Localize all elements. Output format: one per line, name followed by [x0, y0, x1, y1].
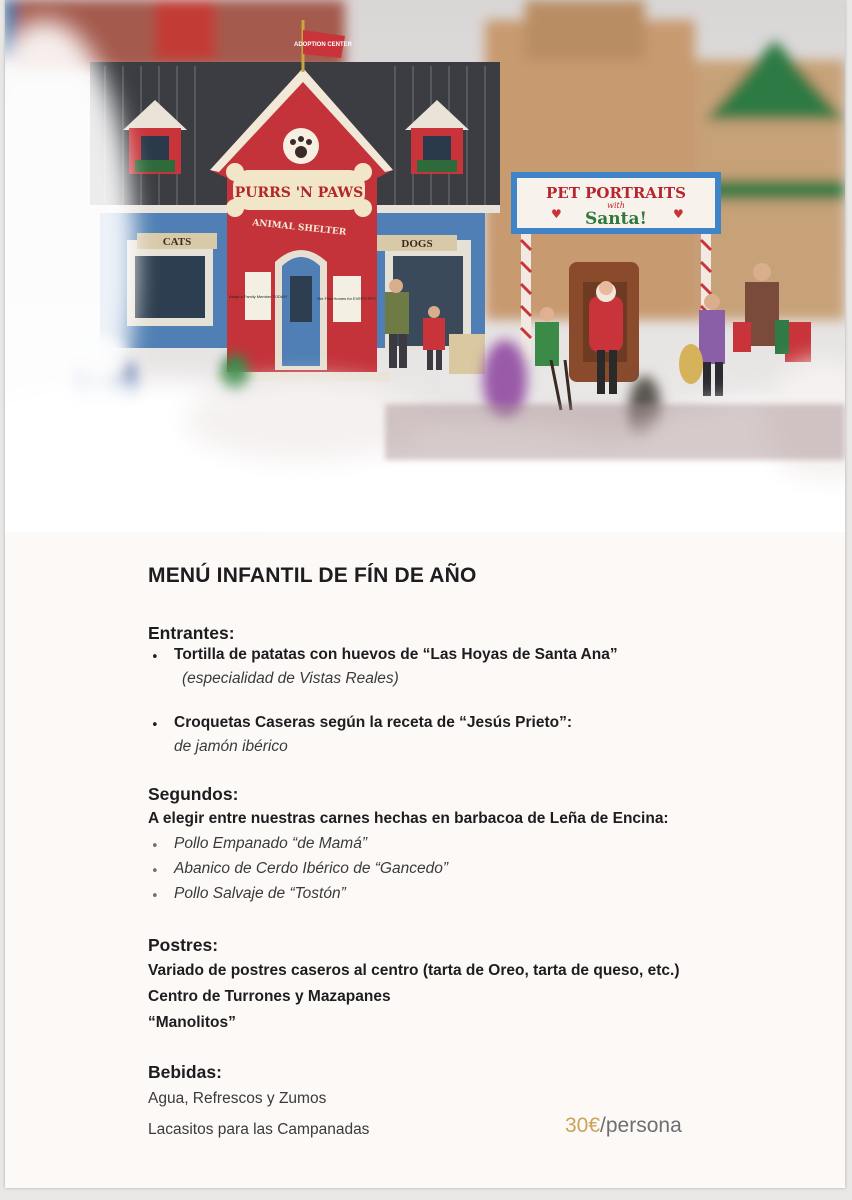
- christmas-village-photo: [5, 0, 845, 532]
- bullet: •: [151, 889, 159, 904]
- entrantes-heading: Entrantes:: [148, 623, 235, 643]
- postres-line: Centro de Turrones y Mazapanes: [148, 988, 391, 1005]
- bullet: •: [151, 650, 159, 665]
- postres-line: Variado de postres caseros al centro (tarta de Oreo, tarta de queso, etc.): [148, 962, 680, 979]
- postres-heading: Postres:: [148, 935, 219, 955]
- poster-right-text: We Find Homes for EVERY PET!: [317, 296, 377, 301]
- segundos-item: Pollo Salvaje de “Tostón”: [174, 885, 346, 902]
- bullet: •: [151, 718, 159, 733]
- dogs-sign-text: DOGS: [401, 238, 433, 250]
- bebidas-line: Lacasitos para las Campanadas: [148, 1121, 370, 1138]
- bullet: •: [151, 839, 159, 854]
- entrantes-item-tortilla-note: (especialidad de Vistas Reales): [182, 670, 399, 687]
- svg-text:♥: ♥: [551, 207, 562, 221]
- flag-text: ADOPTION CENTER: [293, 42, 353, 48]
- bullet: •: [151, 864, 159, 879]
- menu-page: [5, 0, 845, 1188]
- svg-text:♥: ♥: [673, 207, 684, 221]
- bebidas-heading: Bebidas:: [148, 1062, 222, 1082]
- billboard-line3: Santa!: [585, 209, 647, 229]
- segundos-intro: A elegir entre nuestras carnes hechas en barbacoa de Leña de Encina:: [148, 810, 669, 827]
- entrantes-item-croquetas: Croquetas Caseras según la receta de “Jesús Prieto”:: [174, 714, 572, 731]
- shop-sub-text: ANIMAL SHELTER: [251, 218, 347, 238]
- poster-left-text: Adopt a Family Member TODAY!: [228, 294, 288, 299]
- billboard-line1: PET PORTRAITS: [546, 184, 686, 202]
- segundos-item: Abanico de Cerdo Ibérico de “Gancedo”: [174, 860, 448, 877]
- postres-line: “Manolitos”: [148, 1014, 236, 1031]
- price: [565, 1114, 682, 1138]
- segundos-item: Pollo Empanado “de Mamá”: [174, 835, 367, 852]
- menu-title: MENÚ INFANTIL DE FÍN DE AÑO: [148, 564, 477, 587]
- entrantes-item-croquetas-note: de jamón ibérico: [174, 738, 288, 755]
- segundos-heading: Segundos:: [148, 784, 239, 804]
- shop-sign-text: PURRS 'N PAWS: [234, 185, 364, 201]
- billboard-line2: with: [607, 201, 625, 210]
- price-amount: 30€: [565, 1114, 601, 1137]
- entrantes-item-tortilla: Tortilla de patatas con huevos de “Las Hoyas de Santa Ana”: [174, 646, 618, 663]
- price-unit: /persona: [600, 1114, 682, 1137]
- cats-sign-text: CATS: [162, 236, 192, 248]
- bebidas-line: Agua, Refrescos y Zumos: [148, 1090, 327, 1107]
